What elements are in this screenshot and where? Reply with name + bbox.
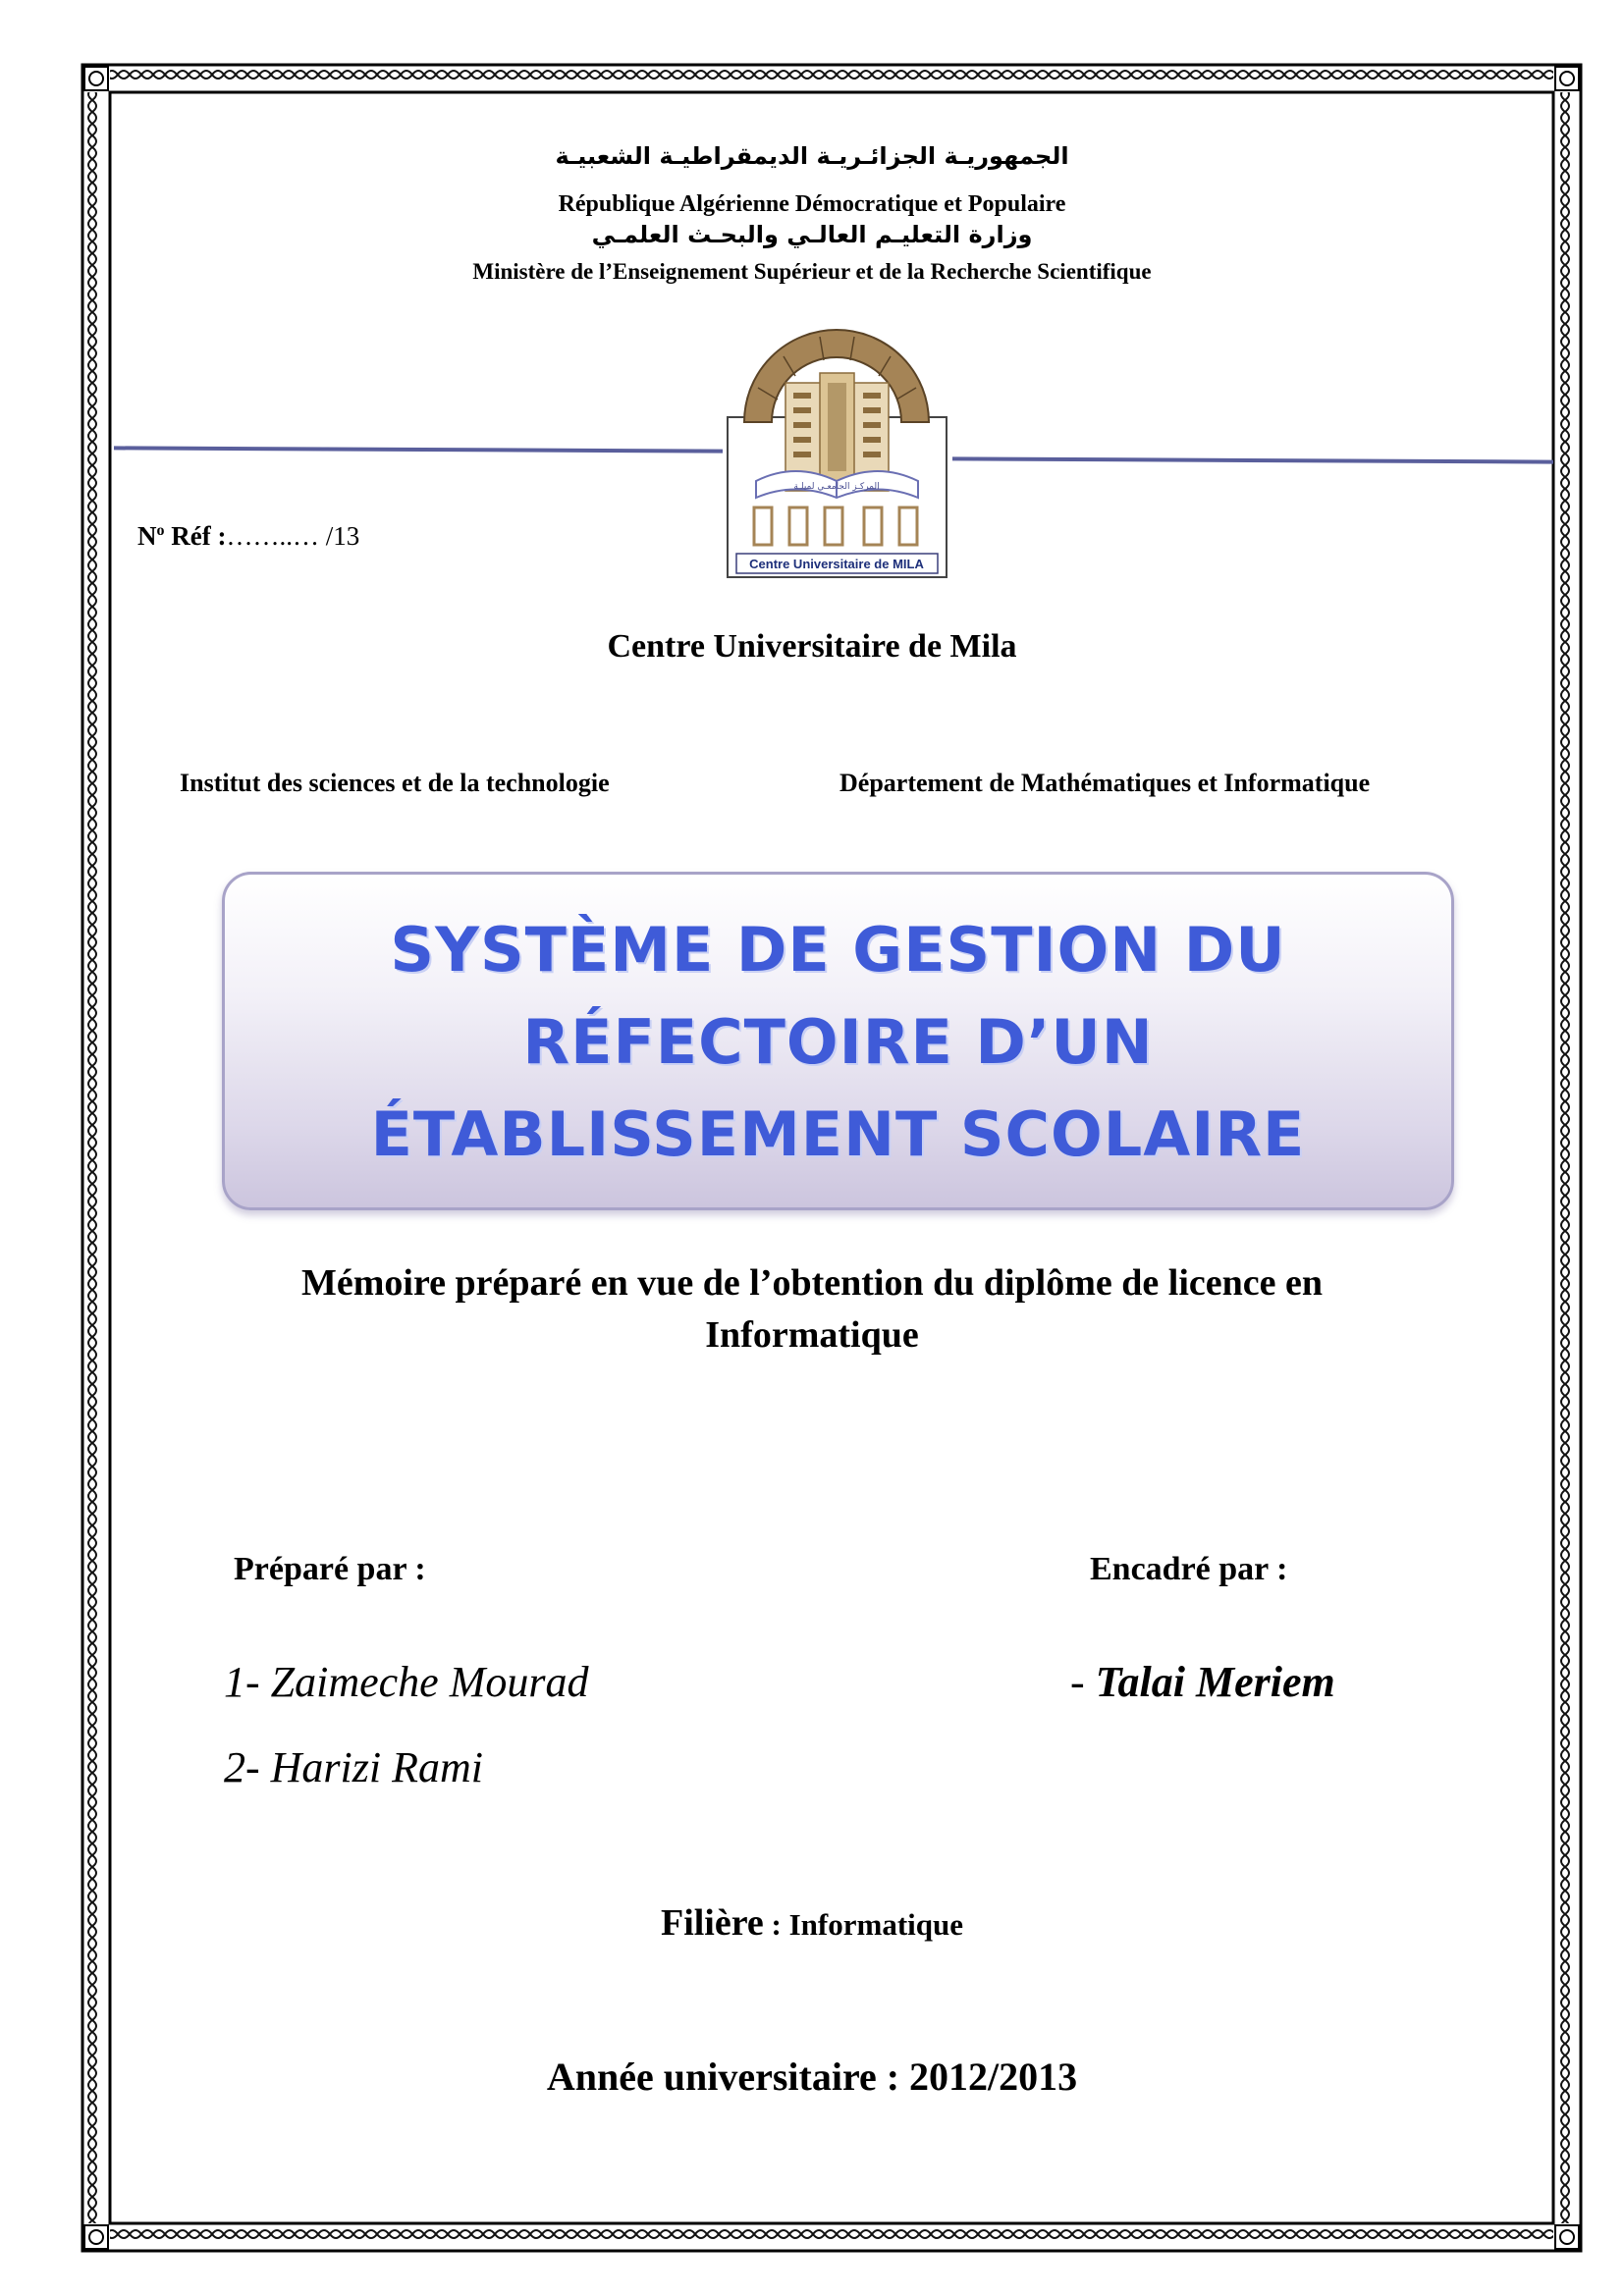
republic-heading: République Algérienne Démocratique et Populaire xyxy=(558,191,1066,217)
title-line-1: SYSTÈME DE GESTION DU xyxy=(390,914,1286,986)
subtitle-line-2: Informatique xyxy=(705,1314,919,1356)
reference-value: ……..… /13 xyxy=(226,521,360,551)
supervised-by-label: Encadré par : xyxy=(1090,1551,1288,1587)
reference-label-prefix: N xyxy=(137,521,157,551)
prepared-by-label: Préparé par : xyxy=(234,1551,426,1587)
institute-name: Institut des sciences et de la technologie xyxy=(180,769,610,797)
supervisor-name: Talai Meriem xyxy=(1095,1658,1335,1706)
academic-year: Année universitaire : 2012/2013 xyxy=(546,2055,1078,2099)
arabic-ministry-heading: وزارة التعليـم العالـي والبحـث العلمـي xyxy=(591,221,1033,248)
reference-number xyxy=(137,521,359,552)
university-logo-graphic xyxy=(727,329,947,579)
title-box xyxy=(222,872,1454,1210)
title-line-2: RÉFECTOIRE D’UN xyxy=(522,1006,1154,1078)
institution-name: Centre Universitaire de Mila xyxy=(607,628,1017,665)
author-2: 2- Harizi Rami xyxy=(224,1743,483,1791)
filiere-value: : Informatique xyxy=(763,1907,963,1942)
subtitle-line-1: Mémoire préparé en vue de l’obtention du diplôme de licence en xyxy=(301,1262,1323,1304)
ministry-heading: Ministère de l’Enseignement Supérieur et de la Recherche Scientifique xyxy=(472,259,1152,284)
supervisor-dash: - xyxy=(1070,1658,1096,1706)
logo-arabic-text: المركـز الجامعـي لميلـة xyxy=(793,482,880,492)
department-name: Département de Mathématiques et Informatique xyxy=(839,769,1371,797)
university-logo xyxy=(727,329,947,579)
left-rule xyxy=(114,446,723,453)
logo-caption: Centre Universitaire de MILA xyxy=(749,557,924,571)
filiere xyxy=(0,1901,1624,1945)
filiere-label: Filière xyxy=(660,1902,764,1944)
arabic-republic-heading: الجمهوريـة الجزائـريـة الديمقراطيـة الشعبيـة xyxy=(555,142,1069,170)
reference-label: Réf : xyxy=(164,521,227,551)
author-1: 1- Zaimeche Mourad xyxy=(224,1658,589,1706)
title-line-3: ÉTABLISSEMENT SCOLAIRE xyxy=(370,1098,1306,1170)
reference-label-sup: o xyxy=(156,522,165,539)
right-rule xyxy=(952,456,1553,463)
supervisor xyxy=(1070,1657,1335,1707)
